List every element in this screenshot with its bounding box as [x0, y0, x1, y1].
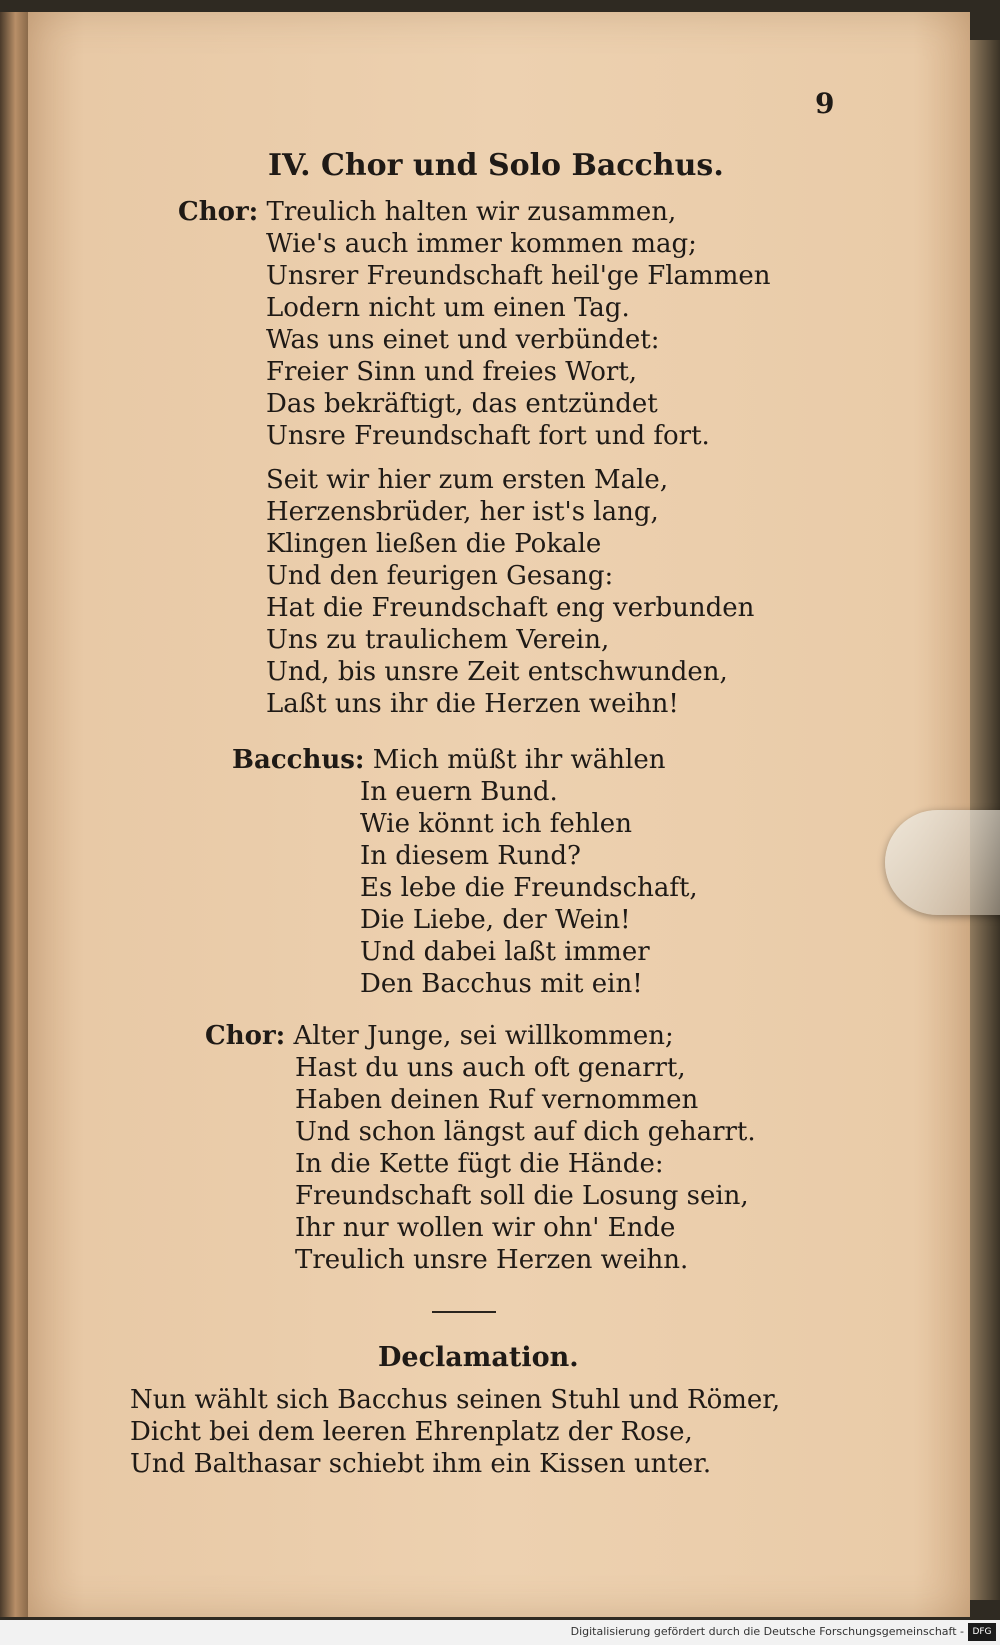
- dfg-logo-icon: DFG: [968, 1623, 996, 1641]
- stanza-line: Haben deinen Ruf vernommen: [295, 1085, 699, 1115]
- stanza-line: In euern Bund.: [360, 777, 558, 807]
- stanza-line: [205, 1020, 756, 1052]
- section-title: IV. Chor und Solo Bacchus.: [268, 148, 724, 183]
- footer-credit: Digitalisierung gefördert durch die Deutsche Forschungsgemeinschaft -: [570, 1625, 964, 1638]
- stanza-line: Lodern nicht um einen Tag.: [266, 293, 630, 323]
- stanza-line: Was uns einet und verbündet:: [266, 325, 660, 355]
- stanza-chor-2: [205, 1020, 756, 1276]
- stanza-line: Und schon längst auf dich geharrt.: [295, 1117, 756, 1147]
- stanza-line: Wie's auch immer kommen mag;: [266, 229, 697, 259]
- speaker-label: Bacchus:: [232, 745, 365, 775]
- stanza-line: Wie könnt ich fehlen: [360, 809, 632, 839]
- stanza-line: Und den feurigen Gesang:: [266, 561, 614, 591]
- stanza-line: Unsre Freundschaft fort und fort.: [266, 421, 710, 451]
- declamation-heading: Declamation.: [378, 1342, 579, 1373]
- verse-text: Mich müßt ihr wählen: [372, 745, 666, 775]
- stanza-line: Das bekräftigt, das entzündet: [266, 389, 658, 419]
- stanza-line: Herzensbrüder, her ist's lang,: [266, 497, 659, 527]
- stanza-line: Laßt uns ihr die Herzen weihn!: [266, 689, 679, 719]
- stanza-line: Hat die Freundschaft eng verbunden: [266, 593, 755, 623]
- stanza-line: Den Bacchus mit ein!: [360, 969, 643, 999]
- stanza-line: Klingen ließen die Pokale: [266, 529, 602, 559]
- stanza-line: [178, 196, 771, 228]
- section-divider: [432, 1311, 496, 1313]
- stanza-line: Freundschaft soll die Losung sein,: [295, 1181, 749, 1211]
- declamation-line: Dicht bei dem leeren Ehrenplatz der Rose,: [130, 1417, 693, 1447]
- speaker-label: Chor:: [178, 197, 259, 227]
- stanza-line: Freier Sinn und freies Wort,: [266, 357, 638, 387]
- stanza-2: [266, 464, 754, 720]
- stanza-line: Treulich unsre Herzen weihn.: [295, 1245, 689, 1275]
- stanza-line: Seit wir hier zum ersten Male,: [266, 465, 669, 495]
- stanza-line: [232, 744, 698, 776]
- book-spine: [0, 12, 28, 1617]
- footer-bar: [0, 1620, 1000, 1645]
- page-clip: [885, 810, 1000, 915]
- stanza-line: Unsrer Freundschaft heil'ge Flammen: [266, 261, 771, 291]
- stanza-line: Es lebe die Freundschaft,: [360, 873, 698, 903]
- stanza-line: Und, bis unsre Zeit entschwunden,: [266, 657, 728, 687]
- declamation-line: Und Balthasar schiebt ihm ein Kissen unter.: [130, 1449, 712, 1479]
- declamation-text: [130, 1384, 780, 1480]
- stanza-line: In die Kette fügt die Hände:: [295, 1149, 664, 1179]
- stanza-line: Uns zu traulichem Verein,: [266, 625, 610, 655]
- page-number: 9: [815, 87, 835, 120]
- speaker-label: Chor:: [205, 1021, 286, 1051]
- verse-text: Alter Junge, sei willkommen;: [293, 1021, 674, 1051]
- declamation-line: Nun wählt sich Bacchus seinen Stuhl und Römer,: [130, 1385, 781, 1415]
- stanza-line: Hast du uns auch oft genarrt,: [295, 1053, 686, 1083]
- stanza-line: Ihr nur wollen wir ohn' Ende: [295, 1213, 676, 1243]
- stanza-line: Die Liebe, der Wein!: [360, 905, 631, 935]
- verse-text: Treulich halten wir zusammen,: [266, 197, 677, 227]
- stanza-line: Und dabei laßt immer: [360, 937, 650, 967]
- stanza-line: In diesem Rund?: [360, 841, 581, 871]
- stanza-bacchus: [232, 744, 698, 1000]
- stanza-chor-1: [178, 196, 771, 452]
